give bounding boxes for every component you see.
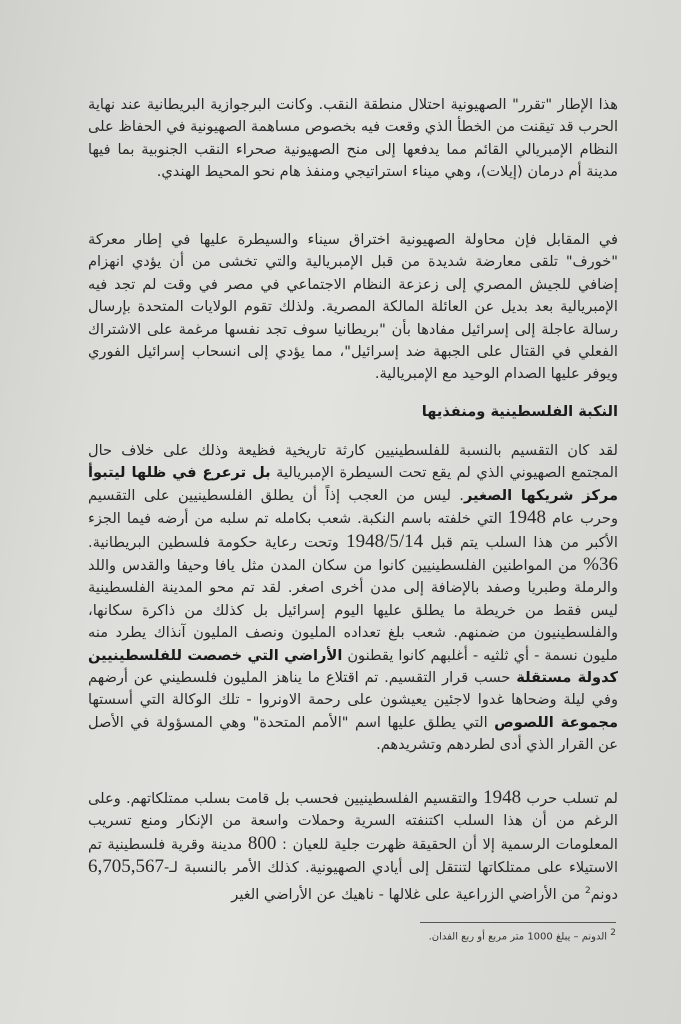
footnote-text: الدونم – يبلغ 1000 متر مربع أو ربع الفدان.: [428, 931, 608, 943]
paragraph-text: هذا الإطار "تقرر" الصهيونية احتلال منطقة النقب. وكانت البرجوازية البريطانية عند نهاية الحرب قد تيقنت من الخطأ الذي وقعت فيه بخصوص مساهمة الصهيونية في الحفاظ على النظام الإمبريالي القائم مما يدفعها إلى منح الصهيونية صحراء النقب الجنوبية بما فيها مدينة أم درمان (إيلات)، وهي ميناء استراتيجي ومنفذ هام نحو المحيط الهندي.: [88, 96, 618, 181]
bold-phrase: بل ترعرع في ظلها ليتبوأ مركز شريكها الصغير: [88, 464, 618, 504]
paragraph-property: [88, 787, 618, 906]
text-run: التي يطلق عليها اسم "الأمم المتحدة" وهي المسؤولة في الأصل عن القرار الذي أدى لطردهم وتشريدهم.: [88, 713, 618, 754]
text-run: من الأراضي الزراعية على غلالها - ناهيك عن الأراضي الغير: [231, 885, 585, 903]
date-number: 1948/5/14: [346, 530, 424, 552]
paragraph-nakba: [88, 440, 618, 757]
area-number: 6,705,567: [88, 856, 164, 878]
text-run: . ليس من العجب إذاً أن يطلق الفلسطينيين على التقسيم وحرب عام: [88, 486, 618, 528]
text-run: دونم: [590, 885, 618, 903]
section-heading: النكبة الفلسطينية ومنفذيها: [421, 403, 618, 420]
year-number: 1948: [507, 507, 546, 529]
bold-phrase: الأراضي التي خصصت للفلسطينيين كدولة مستقلة: [88, 646, 618, 687]
text-run: وتحت رعاية حكومة فلسطين البريطانية.: [88, 533, 347, 551]
bold-phrase: مجموعة اللصوص: [494, 713, 618, 731]
footnote-reference[interactable]: 2: [584, 885, 591, 896]
footnote-divider: [420, 922, 616, 923]
text-run: لقد كان التقسيم بالنسبة للفلسطينيين كارثة تاريخية فظيعة وذلك على خلاف حال المجتمع الصهيوني الذي لم يقع تحت السيطرة الإمبريالية: [88, 442, 619, 482]
text-run: من المواطنين الفلسطينيين كانوا من سكان المدن مثل يافا وحيفا والقدس واللد والرملة وطبريا وصفد بالإضافة إلى مدن أخرى اصغر. لقد تم محو المدينة الفلسطينية ليس فقط من خريطة ما يطلق عليها اليوم إسرائيل بل كذلك من ذاكرة سكانها، والفلسطينيون من ضمنهم. شعب بلغ تعداده المليون ونصف المليون آنذاك يطرد منه مليون نسمة - أي ثلثيه - أغلبهم كانوا يقطنون: [88, 557, 618, 664]
paragraph-sinai: [88, 229, 618, 386]
text-run: لم تسلب حرب: [521, 790, 618, 807]
text-run: مدينة وقرية فلسطينية تم الاستيلاء على ممتلكاتها لتنتقل إلى أيادي الصهيونية. كذلك الأمر بالنسبة لـ-: [88, 835, 618, 877]
text-run: حسب قرار التقسيم. تم اقتلاع ما يناهز المليون فلسطيني عن أرضهم وفي ليلة وضحاها غدوا لاجئين يعيشون على رحمة الاونروا - تلك الوكالة التي أسستها: [88, 669, 618, 709]
text-run: والتقسيم الفلسطينيين فحسب بل قامت بسلب ممتلكاتهم. وعلى الرغم من أن هذا السلب اكتنفته السرية وحملات واسعة من الإنكار ومنع تسريب المعلومات الرسمية إلا أن الحقيقة ظهرت جلية للعيان :: [88, 790, 618, 853]
count-number: 800: [247, 832, 277, 854]
footnote-marker: 2: [610, 928, 616, 938]
footnote: [429, 928, 616, 942]
year-number: 1948: [483, 787, 522, 808]
paragraph-negev: [88, 94, 618, 184]
paragraph-text: في المقابل فإن محاولة الصهيونية اختراق سيناء والسيطرة عليها في إطار معركة "خورف" تلقى معارضة شديدة من قبل الإمبريالية والتي تخشى من أن يؤدي انهزام إضافي للجيش المصري إلى زعزعة النظام الاجتماعي في مصر في وقت لم تجد فيه الإمبريالية بعد بديل عن العائلة المالكة المصرية. ولذلك تقوم الولايات المتحدة بإرسال رسالة عاجلة إلى إسرائيل مفادها بأن "بريطانيا سوف تجد نفسها مرغمة على الاشتراك الفعلي في القتال على الجبهة ضد إسرائيل"، مما يؤدي إلى انسحاب إسرائيل الفوري ويوفر عليها الصدام الوحيد مع الإمبريالية.: [88, 231, 618, 383]
percent-number: 36%: [583, 554, 618, 576]
text-run: التي خلفته باسم النكبة. شعب بكامله تم سلبه من أرضه فيما الجزء الأكبر من هذا السلب يتم قبل: [88, 510, 618, 551]
